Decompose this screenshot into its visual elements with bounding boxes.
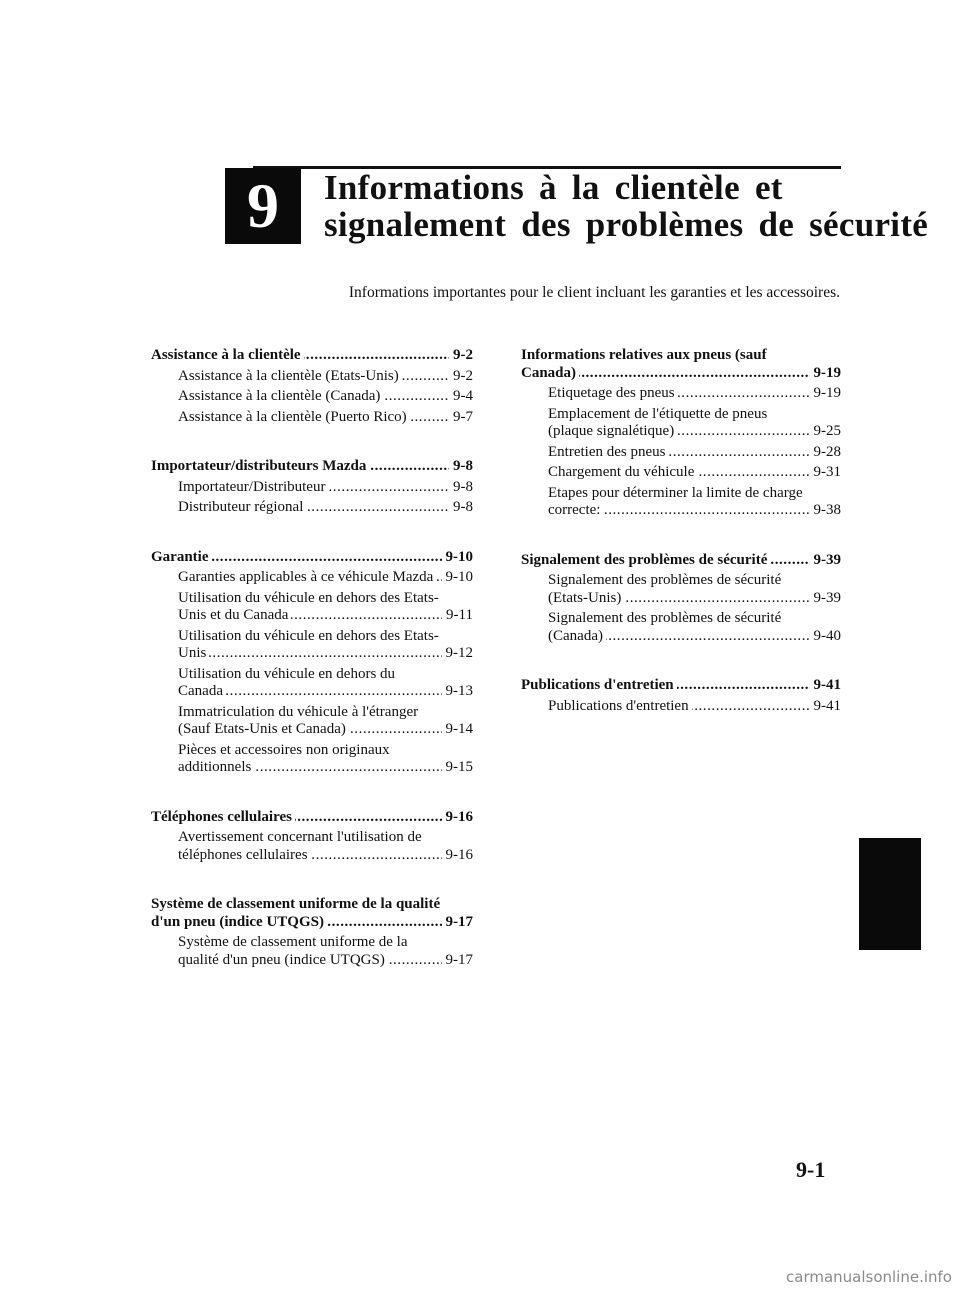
toc-right-column bbox=[521, 347, 841, 747]
toc-subsection-entry[interactable] bbox=[521, 610, 841, 645]
toc-subsection-entry-page: 9-7 bbox=[449, 409, 473, 427]
toc-subsection-entry[interactable] bbox=[521, 572, 841, 607]
toc-section-entry-page: 9-8 bbox=[449, 458, 473, 476]
toc-subsection-entry-page: 9-4 bbox=[449, 388, 473, 406]
toc-subsection-entry-label: Garanties applicables à ce véhicule Mazda bbox=[178, 569, 436, 585]
toc-section bbox=[151, 549, 473, 777]
toc-subsection-entry-label: Emplacement de l'étiquette de pneus (plaque signalétique) bbox=[548, 405, 768, 439]
toc-section-entry-label: Système de classement uniforme de la qualité d'un pneu (indice UTQGS) bbox=[151, 896, 441, 930]
toc-subsection-entry-label: Etapes pour déterminer la limite de charge correcte: bbox=[548, 484, 803, 518]
toc-subsection-entry-label: Distributeur régional bbox=[178, 499, 306, 515]
toc-subsection-entry-page: 9-38 bbox=[810, 502, 842, 520]
toc-subsection-entry[interactable] bbox=[521, 698, 841, 716]
toc-section-entry-page: 9-19 bbox=[810, 365, 842, 383]
toc-subsection-entry[interactable] bbox=[151, 499, 473, 517]
toc-subsection-entry-label: Immatriculation du véhicule à l'étranger (Sauf Etats-Unis et Canada) bbox=[178, 703, 419, 737]
toc-subsection-entry[interactable] bbox=[151, 666, 473, 701]
toc-section-entry-label: Assistance à la clientèle bbox=[151, 347, 304, 363]
toc-section-entry-label: Informations relatives aux pneus (sauf Canada) bbox=[521, 347, 767, 381]
toc-subsection-entry[interactable] bbox=[151, 368, 473, 386]
toc-subsection-entry-page: 9-2 bbox=[449, 368, 473, 386]
toc-section-entry-label: Signalement des problèmes de sécurité bbox=[521, 552, 770, 568]
toc-section-entry[interactable] bbox=[521, 677, 841, 695]
toc-subsection-entry[interactable] bbox=[151, 628, 473, 663]
toc-section-entry-label: Garantie bbox=[151, 549, 212, 565]
toc-subsection-entry-label: Pièces et accessoires non originaux additionnels bbox=[178, 741, 390, 775]
toc-section-entry-page: 9-16 bbox=[442, 809, 474, 827]
page-number: 9-1 bbox=[796, 1157, 826, 1182]
toc-subsection-entry-label: Assistance à la clientèle (Etats-Unis) bbox=[178, 368, 402, 384]
toc-subsection-entry-label: Signalement des problèmes de sécurité (Canada) bbox=[548, 610, 782, 644]
toc-subsection-entry-label: Etiquetage des pneus bbox=[548, 385, 678, 401]
toc-section-entry-label: Publications d'entretien bbox=[521, 677, 677, 693]
toc-subsection-entry-page: 9-41 bbox=[810, 698, 842, 716]
toc-subsection-entry-page: 9-28 bbox=[810, 444, 842, 462]
toc-subsection-entry-label: Assistance à la clientèle (Puerto Rico) bbox=[178, 409, 410, 425]
toc-subsection-entry[interactable] bbox=[521, 485, 841, 520]
toc-subsection-entry[interactable] bbox=[151, 479, 473, 497]
toc-subsection-entry[interactable] bbox=[151, 569, 473, 587]
toc-section bbox=[151, 809, 473, 865]
toc-section-entry-page: 9-10 bbox=[442, 549, 474, 567]
toc-subsection-entry[interactable] bbox=[521, 406, 841, 441]
toc-section bbox=[521, 347, 841, 520]
toc-subsection-entry-page: 9-10 bbox=[442, 569, 474, 587]
toc-subsection-entry-page: 9-13 bbox=[442, 683, 474, 701]
toc-subsection-entry-page: 9-8 bbox=[449, 479, 473, 497]
toc-subsection-entry-page: 9-11 bbox=[442, 607, 473, 625]
toc-subsection-entry[interactable] bbox=[151, 704, 473, 739]
toc-section bbox=[521, 552, 841, 646]
toc-subsection-entry-page: 9-12 bbox=[442, 645, 474, 663]
toc-section bbox=[151, 896, 473, 969]
toc-subsection-entry[interactable] bbox=[151, 388, 473, 406]
toc-subsection-entry-page: 9-25 bbox=[810, 423, 842, 441]
toc-subsection-entry-label: Utilisation du véhicule en dehors du Canada bbox=[178, 665, 396, 699]
toc-subsection-entry-page: 9-14 bbox=[442, 721, 474, 739]
toc-section bbox=[151, 458, 473, 517]
chapter-number: 9 bbox=[247, 170, 279, 241]
toc-subsection-entry-label: Utilisation du véhicule en dehors des Etats-Unis bbox=[178, 627, 439, 661]
toc-subsection-entry-page: 9-16 bbox=[442, 847, 474, 865]
toc-section-entry[interactable] bbox=[151, 896, 473, 931]
toc-subsection-entry[interactable] bbox=[151, 742, 473, 777]
toc-left-column bbox=[151, 347, 473, 1001]
watermark: carmanualsonline.info bbox=[786, 1268, 952, 1286]
toc-subsection-entry[interactable] bbox=[151, 409, 473, 427]
toc-subsection-entry-label: Assistance à la clientèle (Canada) bbox=[178, 388, 383, 404]
chapter-thumb-tab bbox=[859, 838, 921, 950]
toc-subsection-entry[interactable] bbox=[521, 464, 841, 482]
chapter-number-box bbox=[225, 168, 301, 244]
toc-subsection-entry-label: Système de classement uniforme de la qualité d'un pneu (indice UTQGS) bbox=[178, 934, 408, 968]
toc-section-entry[interactable] bbox=[151, 549, 473, 567]
toc-subsection-entry[interactable] bbox=[151, 934, 473, 969]
toc-subsection-entry[interactable] bbox=[151, 829, 473, 864]
toc-subsection-entry-page: 9-19 bbox=[810, 385, 842, 403]
toc-section bbox=[151, 347, 473, 426]
toc-subsection-entry-page: 9-15 bbox=[442, 759, 474, 777]
chapter-title-line-2: signalement des problèmes de sécurité bbox=[324, 205, 929, 244]
toc-subsection-entry-label: Publications d'entretien bbox=[548, 698, 692, 714]
toc-subsection-entry-label: Utilisation du véhicule en dehors des Etats-Unis et du Canada bbox=[178, 589, 439, 623]
toc-section bbox=[521, 677, 841, 715]
toc-section-entry-page: 9-41 bbox=[810, 677, 842, 695]
toc-section-entry[interactable] bbox=[151, 809, 473, 827]
toc-subsection-entry-label: Chargement du véhicule bbox=[548, 464, 697, 480]
chapter-title bbox=[324, 168, 929, 244]
toc-subsection-entry-page: 9-40 bbox=[810, 628, 842, 646]
toc-subsection-entry-label: Entretien des pneus bbox=[548, 444, 668, 460]
toc-subsection-entry-label: Signalement des problèmes de sécurité (Etats-Unis) bbox=[548, 572, 782, 606]
toc-section-entry-page: 9-17 bbox=[442, 914, 474, 932]
toc-subsection-entry-label: Importateur/Distributeur bbox=[178, 479, 328, 495]
toc-subsection-entry[interactable] bbox=[521, 385, 841, 403]
toc-subsection-entry[interactable] bbox=[521, 444, 841, 462]
toc-subsection-entry-page: 9-39 bbox=[810, 590, 842, 608]
toc-subsection-entry-page: 9-31 bbox=[810, 464, 842, 482]
toc-section-entry[interactable] bbox=[521, 347, 841, 382]
toc-subsection-entry-page: 9-8 bbox=[449, 499, 473, 517]
toc-section-entry[interactable] bbox=[521, 552, 841, 570]
toc-subsection-entry[interactable] bbox=[151, 590, 473, 625]
toc-subsection-entry-page: 9-17 bbox=[442, 952, 474, 970]
chapter-title-line-1: Informations à la clientèle et bbox=[324, 168, 783, 207]
toc-section-entry-page: 9-2 bbox=[449, 347, 473, 365]
toc-section-entry[interactable] bbox=[151, 458, 473, 476]
toc-section-entry-page: 9-39 bbox=[810, 552, 842, 570]
toc-section-entry-label: Téléphones cellulaires bbox=[151, 809, 295, 825]
chapter-subtitle: Informations importantes pour le client incluant les garanties et les accessoires. bbox=[348, 284, 840, 301]
toc-subsection-entry-label: Avertissement concernant l'utilisation de téléphones cellulaires bbox=[178, 829, 422, 863]
toc-section-entry[interactable] bbox=[151, 347, 473, 365]
toc-section-entry-label: Importateur/distributeurs Mazda bbox=[151, 458, 369, 474]
